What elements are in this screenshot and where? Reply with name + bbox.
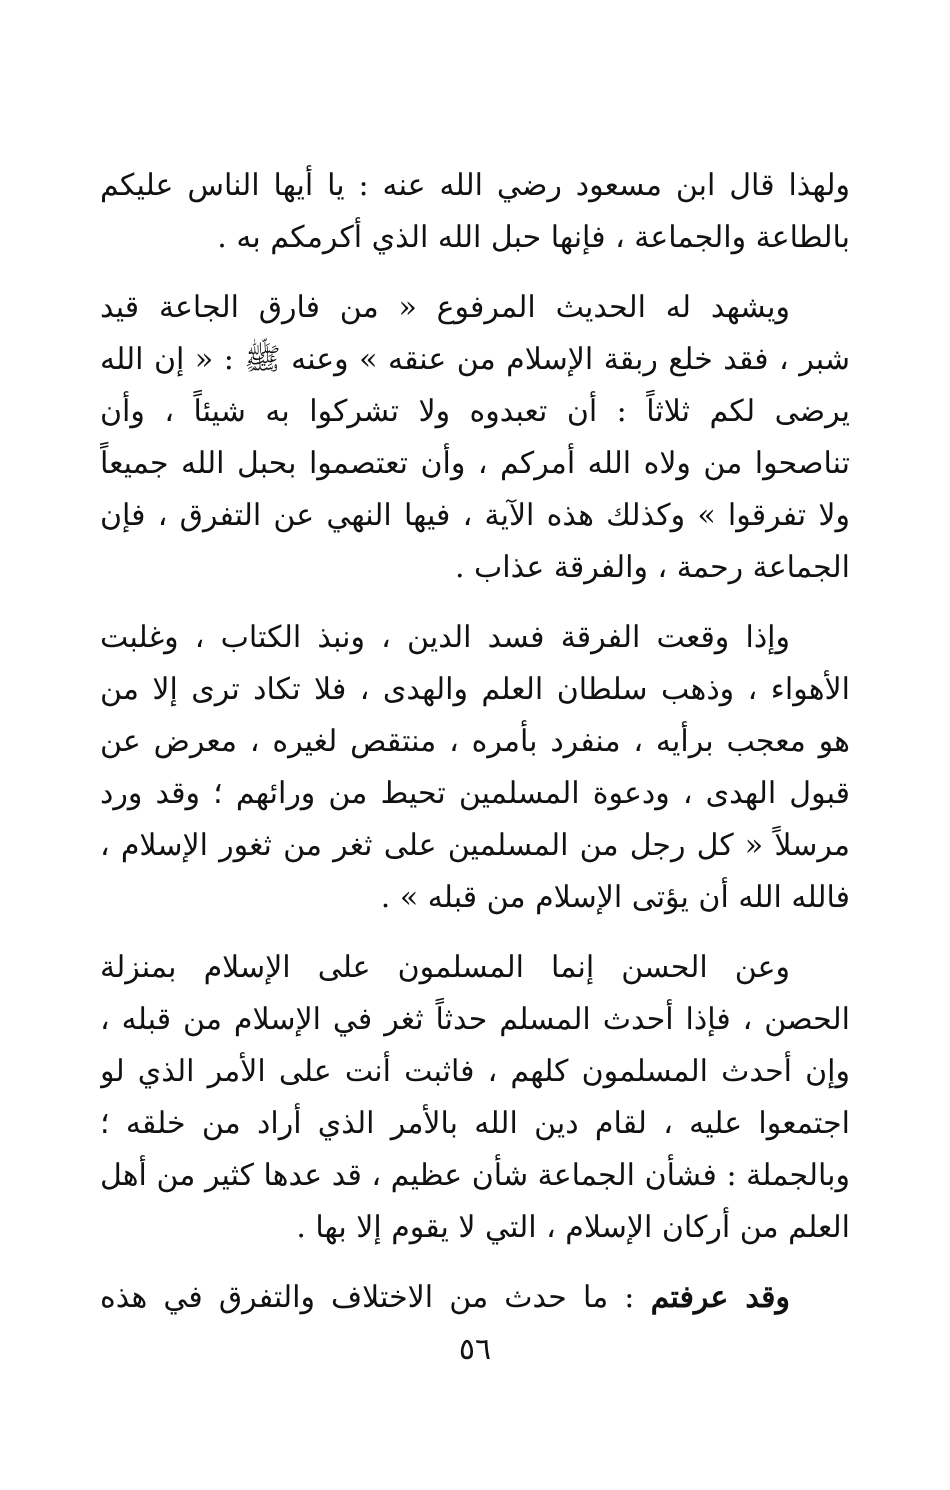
text-line: تناصحوا من ولاه الله أمركم ، وأن تعتصموا بحبل الله جميعاً <box>100 446 850 481</box>
text-line: الجماعة رحمة ، والفرقة عذاب . <box>454 550 850 585</box>
paragraph-3 <box>100 612 850 924</box>
text-line: بالطاعة والجماعة ، فإنها حبل الله الذي أكرمكم به . <box>217 220 850 255</box>
paragraph-4 <box>100 942 850 1254</box>
text-line-rest: : ما حدث من الاختلاف والتفرق في هذه <box>100 1280 635 1315</box>
paragraph-1 <box>100 160 850 264</box>
text-line: اجتمعوا عليه ، لقام دين الله بالأمر الذي أراد من خلقه ؛ <box>100 1106 850 1141</box>
text-line: شبر ، فقد خلع ربقة الإسلام من عنقه » وعنه ﷺ : « إن الله <box>100 342 850 377</box>
text-line: قبول الهدى ، ودعوة المسلمين تحيط من ورائهم ؛ وقد ورد <box>100 776 850 811</box>
paragraph-2 <box>100 282 850 594</box>
text-line: وعن الحسن إنما المسلمون على الإسلام بمنزلة <box>100 950 790 985</box>
text-line: فالله الله أن يؤتى الإسلام من قبله » . <box>380 880 850 915</box>
bold-lead-text: وقد عرفتم <box>650 1280 790 1315</box>
text-line: يرضى لكم ثلاثاً : أن تعبدوه ولا تشركوا به شيئاً ، وأن <box>100 394 850 429</box>
text-line <box>100 1272 850 1324</box>
body-text <box>100 160 850 1342</box>
text-line: ولا تفرقوا » وكذلك هذه الآية ، فيها النهي عن التفرق ، فإن <box>100 498 850 533</box>
text-line: الأهواء ، وذهب سلطان العلم والهدى ، فلا تكاد ترى إلا من <box>100 672 850 707</box>
text-line: وإذا وقعت الفرقة فسد الدين ، ونبذ الكتاب ، وغلبت <box>100 620 790 655</box>
text-line: الحصن ، فإذا أحدث المسلم حدثاً ثغر في الإسلام من قبله ، <box>100 1002 850 1037</box>
text-line: وإن أحدث المسلمون كلهم ، فاثبت أنت على الأمر الذي لو <box>100 1054 850 1089</box>
page-number: ٥٦ <box>458 1332 492 1367</box>
text-line: العلم من أركان الإسلام ، التي لا يقوم إلا بها . <box>296 1210 850 1245</box>
text-line: وبالجملة : فشأن الجماعة شأن عظيم ، قد عدها كثير من أهل <box>100 1158 850 1193</box>
text-line: هو معجب برأيه ، منفرد بأمره ، منتقص لغيره ، معرض عن <box>100 724 850 759</box>
text-line: ويشهد له الحديث المرفوع « من فارق الجاعة قيد <box>100 290 790 325</box>
text-line: ولهذا قال ابن مسعود رضي الله عنه : يا أيها الناس عليكم <box>100 168 850 203</box>
paragraph-5 <box>100 1272 850 1324</box>
text-line: مرسلاً « كل رجل من المسلمين على ثغر من ثغور الإسلام ، <box>100 828 850 863</box>
